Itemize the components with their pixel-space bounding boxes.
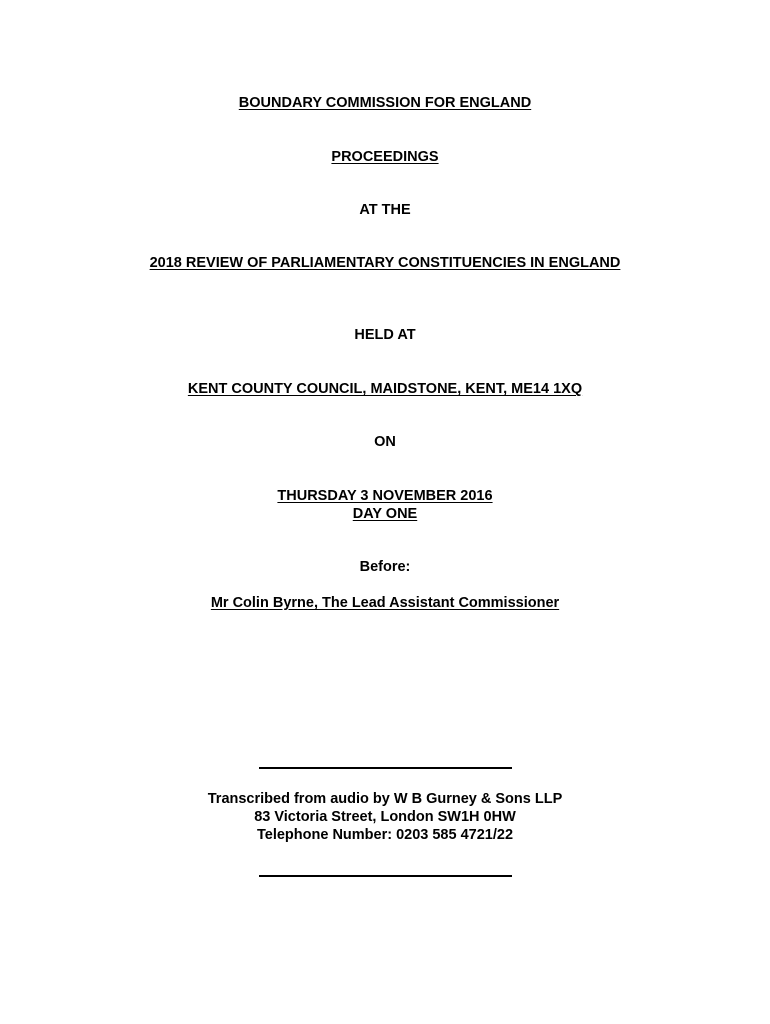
- at-the-heading: AT THE: [359, 202, 411, 218]
- commission-title: BOUNDARY COMMISSION FOR ENGLAND: [238, 95, 532, 111]
- on-heading: ON: [374, 434, 396, 450]
- transcriber-line: Transcribed from audio by W B Gurney & Sons LLP: [207, 791, 563, 807]
- day-heading: DAY ONE: [352, 506, 418, 522]
- date-heading: THURSDAY 3 NOVEMBER 2016: [277, 488, 493, 504]
- held-at-heading: HELD AT: [354, 327, 416, 343]
- transcriber-telephone: Telephone Number: 0203 585 4721/22: [256, 827, 514, 843]
- top-divider-rule: [259, 767, 512, 769]
- bottom-divider-rule: [259, 875, 512, 877]
- review-heading: 2018 REVIEW OF PARLIAMENTARY CONSTITUENCIES IN ENGLAND: [149, 255, 621, 271]
- transcriber-address: 83 Victoria Street, London SW1H 0HW: [254, 809, 516, 825]
- proceedings-heading: PROCEEDINGS: [331, 149, 439, 165]
- before-label: Before:: [359, 559, 411, 575]
- venue-heading: KENT COUNTY COUNCIL, MAIDSTONE, KENT, ME14 1XQ: [187, 381, 583, 397]
- commissioner-name: Mr Colin Byrne, The Lead Assistant Commissioner: [210, 595, 560, 611]
